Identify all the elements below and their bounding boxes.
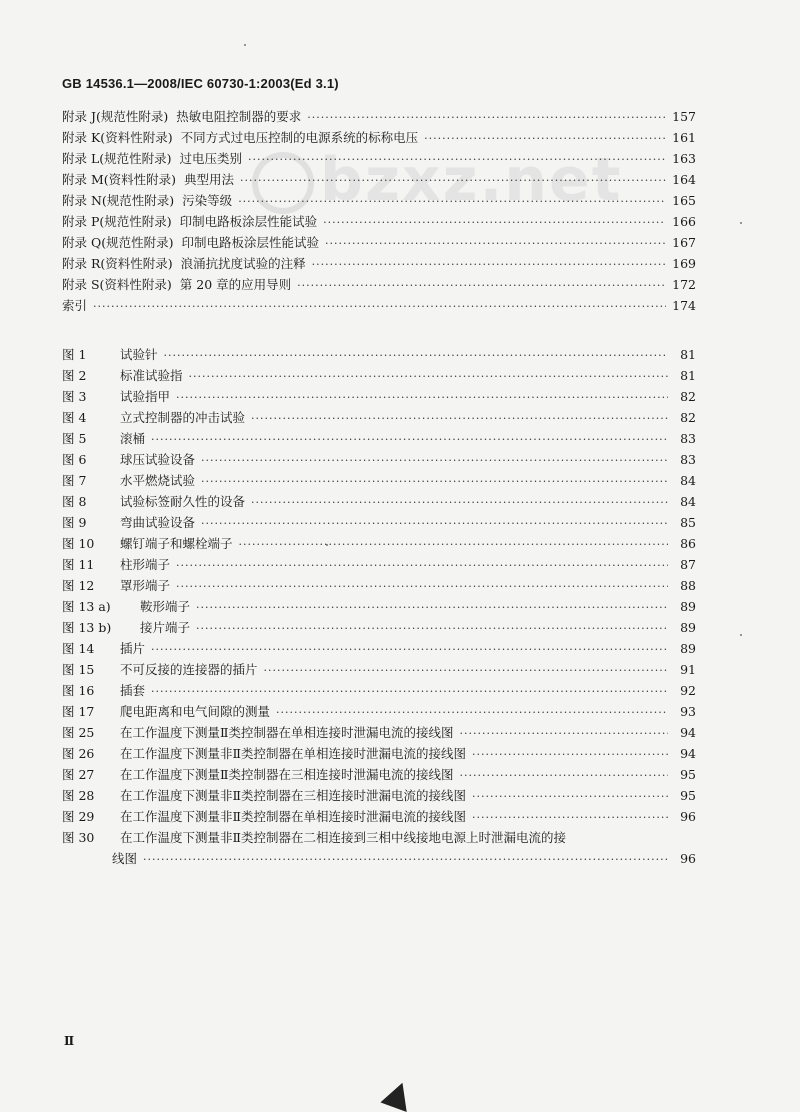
entry-title: 立式控制器的冲击试验: [120, 410, 246, 425]
entry-title: 滚桶: [120, 431, 146, 446]
document-header: GB 14536.1—2008/IEC 60730-1:2003(Ed 3.1): [62, 76, 339, 91]
entry-title: 不同方式过电压控制的电源系统的标称电压: [180, 130, 419, 145]
entry-label: 图 3: [62, 389, 87, 404]
entry-page: 165: [672, 193, 696, 208]
entry-page: 81: [680, 368, 696, 383]
toc-entry-figure[interactable]: [62, 617, 696, 638]
toc-entry-figure[interactable]: [62, 575, 696, 596]
entry-label: 索引: [62, 298, 88, 313]
leader-dots: [164, 345, 668, 366]
toc-entry-figure[interactable]: [62, 659, 696, 680]
toc-entry-figure[interactable]: [62, 743, 696, 764]
entry-label: 图 12: [62, 578, 95, 593]
entry-label: 图 4: [62, 410, 87, 425]
entry-page: 82: [680, 389, 696, 404]
leader-dots: [196, 618, 668, 639]
entry-page: 87: [680, 557, 696, 572]
entry-title: 试验针: [120, 347, 158, 362]
toc-entry-figure[interactable]: [62, 428, 696, 449]
entry-title: 热敏电阻控制器的要求: [176, 109, 302, 124]
leader-dots: [176, 387, 668, 408]
leader-dots: [201, 513, 668, 534]
entry-title: 在工作温度下测量非Ⅱ类控制器在三相连接时泄漏电流的接线图: [120, 788, 466, 803]
entry-page: 95: [680, 788, 696, 803]
entry-label: 附录 N(规范性附录): [62, 193, 175, 208]
toc-entry-appendix-m[interactable]: [62, 169, 696, 190]
entry-title: 试验指甲: [120, 389, 171, 404]
toc-entry-appendix-l[interactable]: [62, 148, 696, 169]
entry-page: 167: [672, 235, 696, 250]
entry-page: 166: [672, 214, 696, 229]
entry-title: 水平燃烧试验: [120, 473, 196, 488]
entry-title-continued: 线图: [112, 851, 138, 866]
entry-label: 图 1: [62, 347, 87, 362]
entry-title: 印制电路板涂层性能试验: [181, 235, 319, 250]
leader-dots: [472, 807, 668, 828]
entry-page: 85: [680, 515, 696, 530]
leader-dots: [240, 170, 666, 191]
leader-dots: [323, 212, 666, 233]
entry-title: 爬电距离和电气间隙的测量: [120, 704, 271, 719]
toc-entry-figure[interactable]: [62, 449, 696, 470]
entry-page: 172: [672, 277, 696, 292]
entry-label: 图 6: [62, 452, 87, 467]
entry-title: 典型用法: [184, 172, 235, 187]
entry-title: 柱形端子: [120, 557, 171, 572]
entry-title: 在工作温度下测量非Ⅱ类控制器在单相连接时泄漏电流的接线图: [120, 809, 466, 824]
entry-page: 83: [680, 452, 696, 467]
leader-dots: [151, 681, 668, 702]
scan-speck: [244, 44, 246, 46]
entry-title: 在工作温度下测量Ⅱ类控制器在单相连接时泄漏电流的接线图: [120, 725, 454, 740]
entry-title: 接片端子: [140, 620, 191, 635]
entry-title: 在工作温度下测量非Ⅱ类控制器在二相连接到三相中线接地电源上时泄漏电流的接: [120, 830, 566, 845]
toc-entry-figure-30-continued[interactable]: [62, 848, 696, 869]
toc-entry-figure[interactable]: [62, 680, 696, 701]
entry-title: 过电压类别: [179, 151, 243, 166]
entry-label: 图 10: [62, 536, 95, 551]
entry-title: 插套: [120, 683, 146, 698]
leader-dots: [264, 660, 668, 681]
entry-title: 插片: [120, 641, 146, 656]
entry-title: 鞍形端子: [140, 599, 191, 614]
entry-page: 88: [680, 578, 696, 593]
toc-entry-figure-30[interactable]: [62, 827, 696, 848]
leader-dots: [239, 534, 668, 555]
entry-page: 96: [680, 809, 696, 824]
entry-page: 94: [680, 725, 696, 740]
toc-entry-appendix-r[interactable]: [62, 253, 696, 274]
entry-page: 82: [680, 410, 696, 425]
figure-list: [62, 344, 696, 869]
toc-entry-figure[interactable]: [62, 764, 696, 785]
toc-entry-figure[interactable]: [62, 785, 696, 806]
entry-page: 89: [680, 641, 696, 656]
leader-dots: [151, 429, 668, 450]
toc-entry-appendix-n[interactable]: [62, 190, 696, 211]
entry-label: 图 28: [62, 788, 95, 803]
entry-page: 81: [680, 347, 696, 362]
toc-entry-figure[interactable]: [62, 638, 696, 659]
entry-label: 图 5: [62, 431, 87, 446]
entry-label: 附录 L(规范性附录): [62, 151, 172, 166]
entry-page: 92: [680, 683, 696, 698]
entry-label: 图 2: [62, 368, 87, 383]
entry-title: 第 20 章的应用导则: [179, 277, 292, 292]
entry-title: 污染等级: [182, 193, 233, 208]
leader-dots: [460, 765, 669, 786]
toc-entry-figure[interactable]: [62, 701, 696, 722]
entry-label: 附录 R(资料性附录): [62, 256, 173, 271]
entry-label: 图 29: [62, 809, 95, 824]
entry-title: 螺钉端子和螺栓端子: [120, 536, 233, 551]
entry-title: 在工作温度下测量Ⅱ类控制器在三相连接时泄漏电流的接线图: [120, 767, 454, 782]
entry-page: 84: [680, 494, 696, 509]
toc-entry-figure[interactable]: [62, 722, 696, 743]
toc-entry-figure[interactable]: [62, 806, 696, 827]
leader-dots: [460, 723, 669, 744]
entry-page: 96: [680, 851, 696, 866]
entry-label: 图 25: [62, 725, 95, 740]
leader-dots: [325, 233, 666, 254]
toc-entry-figure[interactable]: [62, 533, 696, 554]
leader-dots: [196, 597, 668, 618]
leader-dots: [472, 786, 668, 807]
entry-label: 图 9: [62, 515, 87, 530]
entry-label: 图 16: [62, 683, 95, 698]
scan-artifact-shape: [380, 1078, 415, 1112]
entry-page: 95: [680, 767, 696, 782]
entry-label: 图 7: [62, 473, 87, 488]
entry-label: 图 8: [62, 494, 87, 509]
entry-page: 91: [680, 662, 696, 677]
leader-dots: [176, 576, 668, 597]
entry-page: 157: [672, 109, 696, 124]
toc-entry-figure[interactable]: [62, 491, 696, 512]
entry-page: 164: [672, 172, 696, 187]
appendix-list: [62, 106, 696, 316]
toc-entry-appendix-q[interactable]: [62, 232, 696, 253]
entry-label: 图 14: [62, 641, 95, 656]
leader-dots: [276, 702, 668, 723]
entry-label: 图 13 a): [62, 599, 111, 614]
entry-title: 球压试验设备: [120, 452, 196, 467]
entry-label: 附录 J(规范性附录): [62, 109, 169, 124]
leader-dots: [189, 366, 668, 387]
entry-page: 163: [672, 151, 696, 166]
toc-entry-figure[interactable]: [62, 470, 696, 491]
toc-entry-appendix-k[interactable]: [62, 127, 696, 148]
entry-page: 89: [680, 620, 696, 635]
leader-dots: [143, 849, 668, 870]
toc-entry-figure[interactable]: [62, 407, 696, 428]
entry-page: 169: [672, 256, 696, 271]
toc-entry-figure[interactable]: [62, 386, 696, 407]
entry-label: 附录 S(资料性附录): [62, 277, 172, 292]
scan-speck: [740, 634, 742, 636]
leader-dots: [424, 128, 666, 149]
leader-dots: [307, 107, 666, 128]
entry-label: 图 26: [62, 746, 95, 761]
entry-title: 弯曲试验设备: [120, 515, 196, 530]
entry-title: 不可反接的连接器的插片: [120, 662, 258, 677]
leader-dots: [176, 555, 668, 576]
entry-title: 浪涌抗扰度试验的注释: [180, 256, 306, 271]
toc-entry-figure[interactable]: [62, 596, 696, 617]
leader-dots: [93, 296, 666, 317]
entry-page: 94: [680, 746, 696, 761]
entry-page: 174: [672, 298, 696, 313]
scan-speck: [740, 222, 742, 224]
entry-title: 印制电路板涂层性能试验: [179, 214, 318, 229]
entry-label: 图 27: [62, 767, 95, 782]
entry-label: 附录 Q(规范性附录): [62, 235, 174, 250]
toc-entry-figure[interactable]: [62, 512, 696, 533]
entry-page: 83: [680, 431, 696, 446]
leader-dots: [251, 492, 668, 513]
entry-page: 89: [680, 599, 696, 614]
entry-label: 图 11: [62, 557, 95, 572]
entry-page: 86: [680, 536, 696, 551]
leader-dots: [248, 149, 666, 170]
leader-dots: [151, 639, 668, 660]
entry-title: 在工作温度下测量非Ⅱ类控制器在单相连接时泄漏电流的接线图: [120, 746, 466, 761]
leader-dots: [312, 254, 666, 275]
entry-page: 84: [680, 473, 696, 488]
entry-page: 93: [680, 704, 696, 719]
leader-dots: [201, 450, 668, 471]
toc-entry-appendix-p[interactable]: [62, 211, 696, 232]
watermark-text: bzxz.net: [320, 145, 623, 215]
leader-dots: [472, 744, 668, 765]
leader-dots: [297, 275, 666, 296]
toc-entry-index[interactable]: [62, 295, 696, 316]
entry-label: 附录 M(资料性附录): [62, 172, 177, 187]
entry-label: 附录 K(资料性附录): [62, 130, 173, 145]
entry-title: 标准试验指: [120, 368, 183, 383]
toc-entry-figure[interactable]: [62, 365, 696, 386]
toc-entry-appendix-s[interactable]: [62, 274, 696, 295]
toc-entry-appendix-j[interactable]: [62, 106, 696, 127]
toc-entry-figure[interactable]: [62, 554, 696, 575]
entry-label: 图 17: [62, 704, 95, 719]
page-number: Ⅱ: [64, 1034, 75, 1048]
entry-label: 图 15: [62, 662, 95, 677]
entry-label: 图 13 b): [62, 620, 112, 635]
leader-dots: [251, 408, 668, 429]
entry-label: 图 30: [62, 830, 95, 845]
entry-title: 试验标签耐久性的设备: [120, 494, 246, 509]
entry-page: 161: [672, 130, 696, 145]
entry-title: 罩形端子: [120, 578, 171, 593]
entry-label: 附录 P(规范性附录): [62, 214, 172, 229]
leader-dots: [238, 191, 666, 212]
leader-dots: [201, 471, 668, 492]
toc-entry-figure[interactable]: [62, 344, 696, 365]
